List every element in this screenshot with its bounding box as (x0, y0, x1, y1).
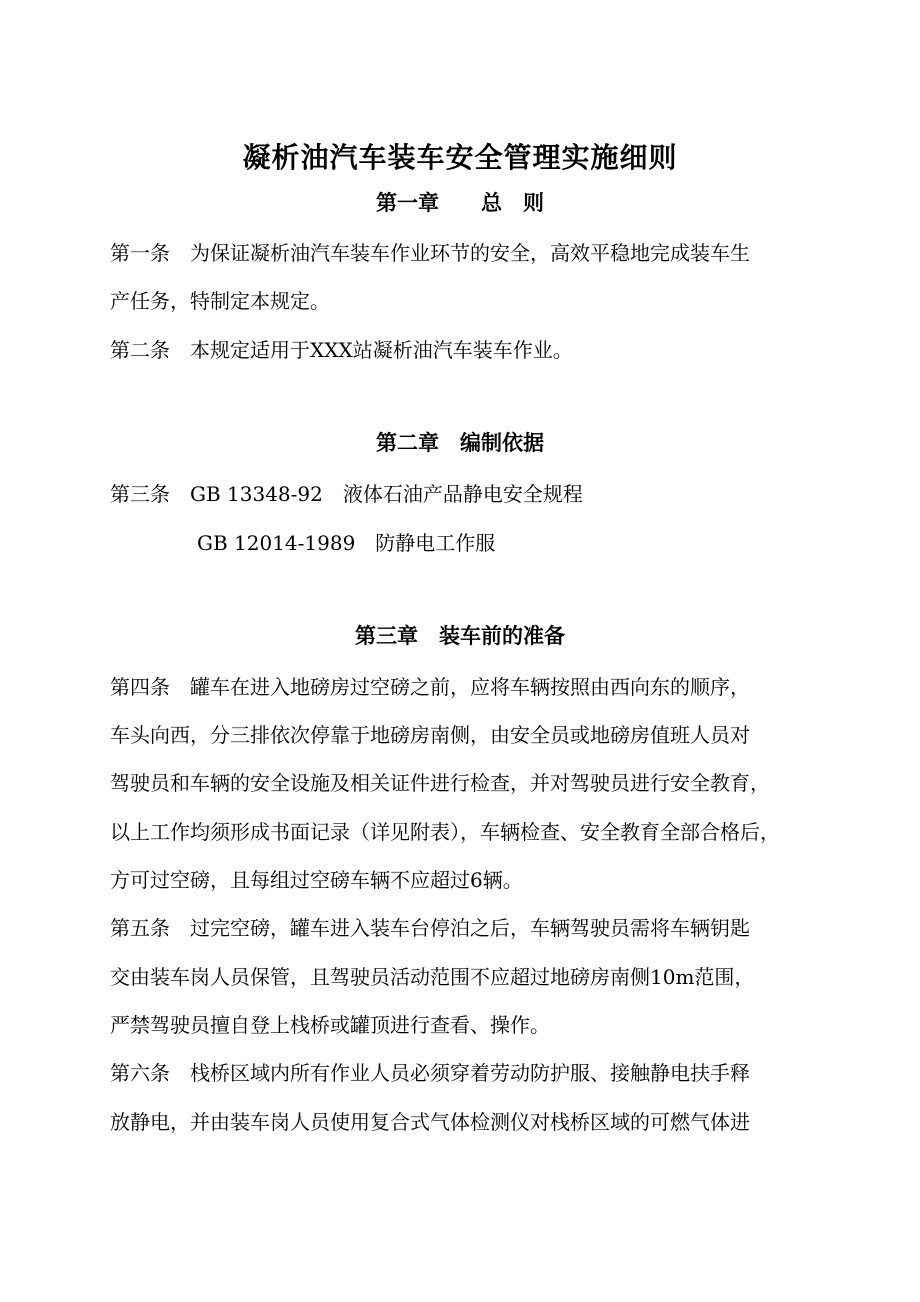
article-5-line-3: 严禁驾驶员擅自登上栈桥或罐顶进行查看、操作。 (110, 1013, 550, 1037)
article-3-line-1: 第三条 GB 13348-92 液体石油产品静电安全规程 (110, 482, 583, 506)
document-title: 凝析油汽车装车安全管理实施细则 (242, 141, 678, 174)
chapter-1-heading: 第一章 总 则 (376, 190, 544, 215)
article-5-line-2: 交由装车岗人员保管，且驾驶员活动范围不应超过地磅房南侧10m范围， (110, 965, 755, 989)
article-6-line-1: 第六条 栈桥区域内所有作业人员必须穿着劳动防护服、接触静电扶手释 (110, 1061, 750, 1085)
article-4-line-4: 以上工作均须形成书面记录（详见附表），车辆检查、安全教育全部合格后， (110, 820, 780, 844)
article-4-line-1: 第四条 罐车在进入地磅房过空磅之前，应将车辆按照由西向东的顺序， (110, 675, 750, 699)
article-4-line-5: 方可过空磅，且每组过空磅车辆不应超过6辆。 (110, 868, 523, 892)
article-6-line-2: 放静电，并由装车岗人员使用复合式气体检测仪对栈桥区域的可燃气体进 (110, 1110, 750, 1134)
article-1-line-1: 第一条 为保证凝析油汽车装车作业环节的安全，高效平稳地完成装车生 (110, 241, 750, 265)
article-5-line-1: 第五条 过完空磅，罐车进入装车台停泊之后，车辆驾驶员需将车辆钥匙 (110, 916, 750, 940)
article-1-line-2: 产任务，特制定本规定。 (110, 289, 330, 313)
article-3-line-2: GB 12014-1989 防静电工作服 (197, 531, 496, 555)
chapter-2-heading: 第二章 编制依据 (376, 430, 544, 455)
article-4-line-3: 驾驶员和车辆的安全设施及相关证件进行检查，并对驾驶员进行安全教育， (110, 771, 770, 795)
chapter-3-heading: 第三章 装车前的准备 (355, 623, 565, 648)
article-4-line-2: 车头向西，分三排依次停靠于地磅房南侧，由安全员或地磅房值班人员对 (110, 723, 750, 747)
article-2-line-1: 第二条 本规定适用于XXX站凝析油汽车装车作业。 (110, 338, 573, 362)
